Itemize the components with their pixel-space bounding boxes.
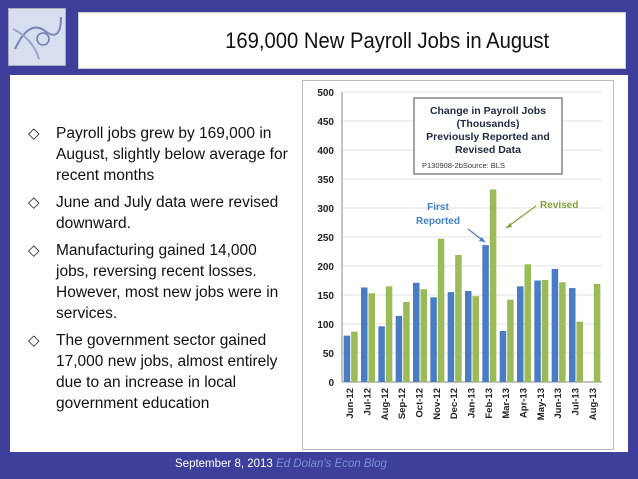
title-bar bbox=[78, 12, 626, 69]
x-tick-label: Aug-13 bbox=[587, 388, 599, 421]
footer-date: September 8, 2013 bbox=[175, 458, 273, 470]
x-tick-label: Aug-12 bbox=[379, 388, 391, 421]
bar-revised bbox=[421, 289, 428, 382]
bar-revised bbox=[559, 282, 566, 382]
y-tick-label: 400 bbox=[317, 146, 334, 157]
bullet-item bbox=[28, 123, 288, 186]
x-tick-label: Oct-12 bbox=[414, 388, 426, 418]
y-tick-label: 100 bbox=[317, 320, 334, 331]
bar-revised bbox=[507, 300, 514, 382]
footer-blog-link[interactable]: Ed Dolan's Econ Blog bbox=[276, 458, 387, 470]
chart-title-line: Revised Data bbox=[455, 144, 521, 156]
bar-revised bbox=[577, 322, 584, 382]
x-tick-label: Feb-13 bbox=[483, 388, 495, 419]
bar-first-reported bbox=[465, 291, 472, 382]
diamond-bullet-icon: ◇ bbox=[28, 242, 40, 259]
slide-content bbox=[10, 75, 628, 452]
x-tick-label: Mar-13 bbox=[501, 388, 513, 419]
blog-logo bbox=[8, 8, 66, 66]
bullet-list bbox=[28, 123, 288, 420]
bar-revised bbox=[403, 302, 410, 382]
bar-first-reported bbox=[552, 269, 559, 382]
bullet-text: Payroll jobs grew by 169,000 in August, slightly below average for recent months bbox=[56, 125, 288, 184]
bullet-text: Manufacturing gained 14,000 jobs, reversing recent losses. However, most new jobs were in services. bbox=[56, 242, 279, 322]
y-tick-label: 450 bbox=[317, 117, 334, 128]
y-tick-label: 150 bbox=[317, 291, 334, 302]
x-tick-label: Dec-12 bbox=[449, 388, 461, 420]
diamond-bullet-icon: ◇ bbox=[28, 125, 40, 142]
y-tick-label: 250 bbox=[317, 233, 334, 244]
diamond-bullet-icon: ◇ bbox=[28, 194, 40, 211]
bar-first-reported bbox=[361, 287, 368, 382]
slide-title: 169,000 New Payroll Jobs in August bbox=[224, 27, 550, 53]
y-tick-label: 500 bbox=[317, 88, 334, 99]
x-tick-label: Sep-12 bbox=[397, 388, 409, 420]
footer bbox=[175, 458, 387, 470]
x-tick-label: Nov-12 bbox=[431, 388, 443, 420]
y-tick-label: 200 bbox=[317, 262, 334, 273]
payroll-chart bbox=[302, 80, 614, 450]
bar-first-reported bbox=[482, 245, 489, 382]
x-tick-label: May-13 bbox=[535, 388, 547, 421]
y-tick-label: 50 bbox=[322, 349, 334, 360]
x-tick-label: Apr-13 bbox=[518, 388, 530, 419]
bullet-item bbox=[28, 192, 288, 234]
y-tick-label: 300 bbox=[317, 204, 334, 215]
x-tick-label: Jun-13 bbox=[553, 388, 565, 419]
x-tick-label: Jul-13 bbox=[570, 388, 582, 416]
bar-revised bbox=[473, 296, 480, 382]
chart-title-line: (Thousands) bbox=[456, 118, 520, 130]
chart-source: P130908-2bSource: BLS bbox=[422, 161, 505, 170]
bar-first-reported bbox=[534, 281, 541, 383]
annotation-revised: Revised bbox=[540, 200, 579, 211]
bar-revised bbox=[490, 189, 497, 382]
bar-revised bbox=[525, 264, 532, 382]
bar-first-reported bbox=[413, 283, 420, 382]
y-tick-label: 350 bbox=[317, 175, 334, 186]
chart-svg bbox=[302, 80, 614, 450]
bar-first-reported bbox=[378, 326, 385, 382]
x-tick-label: Jun-12 bbox=[345, 388, 357, 419]
bar-revised bbox=[542, 280, 549, 382]
annotation-first-reported: First Reported bbox=[416, 202, 460, 227]
bullet-item bbox=[28, 330, 288, 414]
x-tick-label: Jan-13 bbox=[466, 388, 478, 419]
bar-revised bbox=[438, 239, 445, 382]
bar-first-reported bbox=[430, 297, 437, 382]
bar-revised bbox=[386, 286, 393, 382]
bar-revised bbox=[351, 332, 358, 382]
bar-first-reported bbox=[344, 336, 351, 382]
x-tick-label: Jul-12 bbox=[362, 388, 374, 416]
bar-first-reported bbox=[448, 292, 455, 382]
chart-title-line: Previously Reported and bbox=[426, 131, 550, 143]
bar-first-reported bbox=[396, 316, 403, 382]
bullet-text: June and July data were revised downward. bbox=[56, 194, 279, 232]
diamond-bullet-icon: ◇ bbox=[28, 332, 40, 349]
y-tick-label: 0 bbox=[328, 378, 334, 389]
bullet-text: The government sector gained 17,000 new jobs, almost entirely due to an increase in local government education bbox=[56, 332, 278, 412]
bar-first-reported bbox=[500, 331, 507, 382]
bar-first-reported bbox=[569, 288, 576, 382]
bullet-item bbox=[28, 240, 288, 324]
bar-first-reported bbox=[517, 286, 524, 382]
chart-title-line: Change in Payroll Jobs bbox=[429, 105, 547, 117]
bar-revised bbox=[455, 255, 462, 382]
bar-revised bbox=[369, 293, 376, 382]
bar-revised bbox=[594, 284, 601, 382]
